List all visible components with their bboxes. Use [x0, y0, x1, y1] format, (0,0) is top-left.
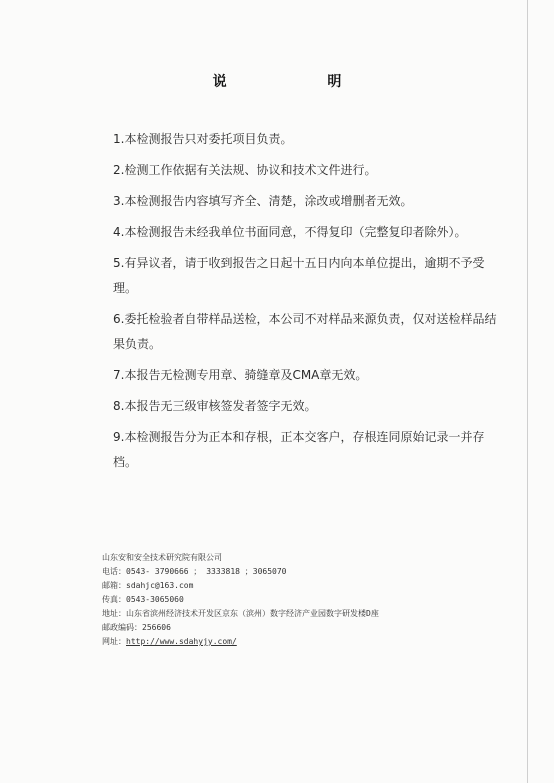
phone-line: 电话：0543- 3790666 ； 3333818 ；3065070	[102, 567, 287, 576]
list-item	[113, 394, 503, 419]
item-number: 9.	[113, 430, 125, 444]
contact-block	[102, 551, 502, 649]
page-edge-line	[527, 0, 528, 783]
item-number: 7.	[113, 368, 125, 382]
list-item	[113, 425, 503, 475]
item-text: 检测工作依据有关法规、协议和技术文件进行。	[124, 163, 377, 177]
website-label: 网址：	[102, 637, 126, 646]
item-text: 本报告无检测专用章、骑缝章及CMA章无效。	[124, 368, 368, 382]
instructions-list	[113, 127, 503, 481]
item-number: 8.	[113, 399, 125, 413]
list-item	[113, 189, 503, 214]
page-title: 说 明	[212, 74, 390, 90]
item-number: 6.	[113, 312, 125, 326]
item-text: 本检测报告内容填写齐全、清楚，涂改或增删者无效。	[124, 194, 413, 208]
list-item	[113, 127, 503, 152]
list-item	[113, 307, 503, 357]
item-number: 1.	[113, 132, 125, 146]
list-item	[113, 158, 503, 183]
list-item	[113, 251, 503, 301]
item-text: 有异议者，请于收到报告之日起十五日内向本单位提出，逾期不予受理。	[113, 256, 485, 295]
postcode-line: 邮政编码：256606	[102, 623, 171, 632]
organization-name: 山东安和安全技术研究院有限公司	[102, 553, 222, 562]
item-number: 3.	[113, 194, 125, 208]
item-text: 本检测报告分为正本和存根，正本交客户，存根连同原始记录一并存档。	[113, 430, 485, 469]
item-text: 本检测报告未经我单位书面同意，不得复印（完整复印者除外）。	[124, 225, 467, 239]
item-text: 本检测报告只对委托项目负责。	[124, 132, 293, 146]
fax-line: 传真：0543-3065060	[102, 595, 184, 604]
email-line: 邮箱：sdahjc@163.com	[102, 581, 194, 590]
item-number: 4.	[113, 225, 125, 239]
item-text: 委托检验者自带样品送检，本公司不对样品来源负责，仅对送检样品结果负责。	[113, 312, 497, 351]
website-line	[102, 635, 502, 649]
item-number: 5.	[113, 256, 125, 270]
website-link[interactable]: http://www.sdahyjy.com/	[126, 637, 237, 646]
item-text: 本报告无三级审核签发者签字无效。	[124, 399, 317, 413]
item-number: 2.	[113, 163, 125, 177]
address-line: 地址：山东省滨州经济技术开发区京东（滨州）数字经济产业园数字研发楼D座	[102, 609, 379, 618]
list-item	[113, 220, 503, 245]
list-item	[113, 363, 503, 388]
